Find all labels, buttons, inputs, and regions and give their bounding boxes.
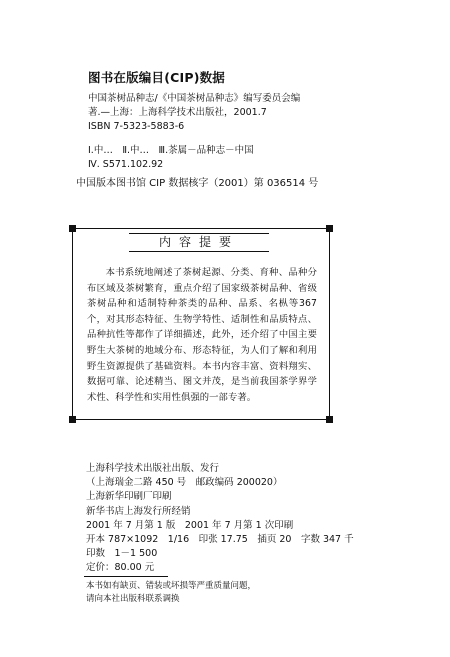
publisher: 上海科学技术出版社出版、发行 [86,463,220,474]
cip-class-number: Ⅳ. S571.102.92 [88,159,164,170]
book-format: 开本 787×1092 1/16 印张 17.75 插页 20 字数 347 千 [86,534,354,546]
cip-block [88,68,418,172]
divider [84,576,168,577]
notice-line-2: 请向本社出版科联系调换 [86,594,180,604]
abstract-text: 本书系统地阐述了茶树起源、分类、育种、品种分布区域及茶树繁育，重点介绍了国家级茶树品种、省级茶树品种和适制特种茶类的品种、品系、名枞等367个，对其形态特征、生物学特性、适制性和品质特点、品种抗性等都作了详细描述，此外，还介绍了中国主要野生大茶树的地域分布、形态特征，为人们了解和利用野生资源提供了基础资料。本书内容丰富、资料翔实、数据可靠、论述精当、图文并茂，是当前我国茶学界学术性、科学性和实用性俱强的一部专著。 [87,267,317,403]
publication-info [86,462,354,576]
publisher-address: （上海瑞金二路 450 号 邮政编码 200020） [86,477,283,489]
corner-mark [69,225,76,232]
corner-mark [69,416,76,423]
corner-mark [326,225,333,232]
cip-record-number: 中国版本图书馆 CIP 数据核字（2001）第 036514 号 [76,178,319,189]
abstract-body [87,265,317,405]
price: 定价：80.00 元 [86,562,155,574]
cip-isbn: ISBN 7-5323-5883-6 [88,121,185,132]
corner-mark [326,416,333,423]
quality-notice [86,580,256,606]
cip-title: 图书在版编目(CIP)数据 [88,70,226,85]
abstract-box [72,228,330,420]
cip-line-2: 著.—上海：上海科学技术出版社，2001.7 [88,107,267,118]
printer: 上海新华印刷厂印刷 [86,491,172,503]
print-run: 印数 1－1 500 [86,548,158,560]
abstract-heading: 内容提要 [129,233,269,252]
cip-line-1: 中国茶树品种志/《中国茶树品种志》编写委员会编 [88,93,301,104]
notice-line-1: 本书如有缺页、错装或坏损等严重质量问题， [86,581,257,591]
edition: 2001 年 7 月第 1 版 2001 年 7 月第 1 次印刷 [86,519,294,531]
cip-classification: Ⅰ.中… Ⅱ.中… Ⅲ.茶属－品种志－中国 [88,145,254,156]
distributor: 新华书店上海发行所经销 [86,505,191,517]
